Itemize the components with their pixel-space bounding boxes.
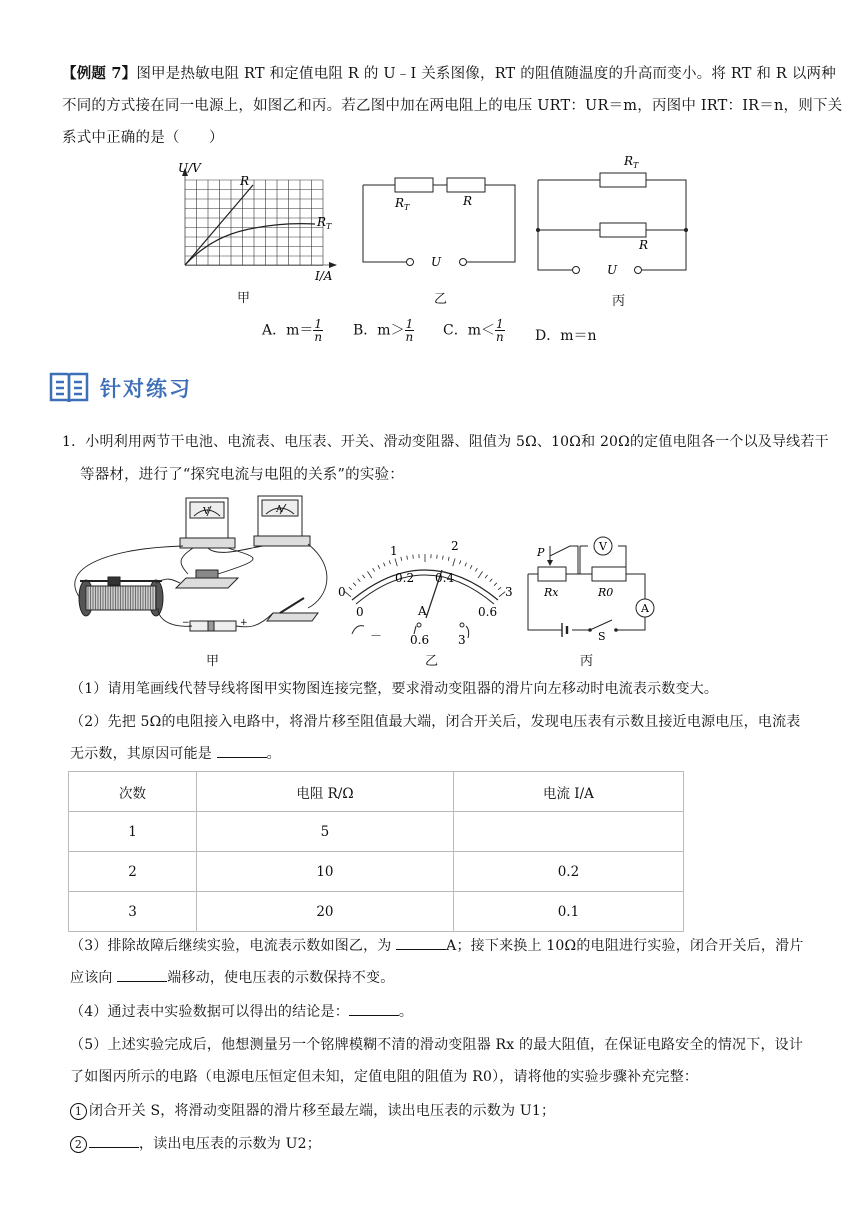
ammeter-label: A [276,505,283,515]
dial-tick [349,587,352,590]
dial-top-1: 1 [390,544,398,558]
r-label-parallel: R [639,238,649,252]
rt-label: $R_T$ [395,196,410,212]
option-c[interactable]: C．m＜ $\frac{1}{n}$ [443,317,504,344]
dial-bottom-0: 0 [356,605,364,619]
step-2-number: 2 [70,1136,87,1153]
table-row [69,892,684,932]
axis-i-label: I/A [315,269,333,283]
figure-jia-caption: 甲 [237,291,251,306]
step-1-number: 1 [70,1103,87,1120]
dial-top-3: 3 [505,585,513,599]
dial-tick [358,579,361,582]
rx-circuit-figure [520,528,695,643]
switch-label: S [598,630,606,643]
table-cell: 20 [197,892,454,932]
q1-part2-b: 无示数，其原因可能是 。 [70,746,281,762]
dial-tick [367,571,371,578]
ammeter-dial-figure [330,530,520,650]
dial-tick [395,558,397,566]
svg-text:−: − [182,618,190,628]
dial-tick [448,557,449,561]
example-line-1 [62,62,836,83]
table-row [69,852,684,892]
rx-circuit-caption: 丙 [580,654,594,669]
terminal-negative: － [370,629,383,643]
dial-tick [383,563,385,567]
q1-line-1: 1．小明利用两节干电池、电流表、电压表、开关、滑动变阻器、阻值为 5Ω、10Ω和 20Ω的定值电阻各一个以及导线若干 [62,434,829,450]
option-d[interactable]: D．m＝n [535,328,597,344]
dial-tick [465,563,467,567]
table-header-row [69,772,684,812]
dial-tick [498,587,501,590]
q1-step-2: 2 ，读出电压表的示数为 U2； [70,1133,321,1153]
section-title: 针对练习 [100,377,192,401]
terminal-3: 3 [458,633,466,647]
dial-tick [470,565,472,569]
part3-current-blank[interactable] [396,937,446,950]
dial-tick [345,592,351,597]
q1-part5-b: 了如图丙所示的电路（电源电压恒定但未知，定值电阻的阻值为 R0），请将他的实验步骤补充完整： [70,1069,699,1085]
part3-direction-blank[interactable] [117,969,167,982]
table-row [69,812,684,852]
table-header: 电阻 R/Ω [197,772,454,812]
dial-bottom-2: 0.4 [435,571,455,585]
dial-bottom-1: 0.2 [395,571,415,585]
apparatus-figure [68,488,338,638]
rheostat [79,577,163,616]
dial-tick [490,579,493,582]
q1-step-1: 1 闭合开关 S，将滑动变阻器的滑片移至最左端，读出电压表的示数为 U1； [70,1100,555,1120]
r0-label: R0 [598,586,614,599]
terminal-06: 0.6 [410,633,430,647]
voltmeter-symbol: V [599,540,607,553]
dial-caption: 乙 [425,654,439,669]
q1-part2-a: （2）先把 5Ω的电阻接入电路中，将滑片移至阻值最大端，闭合开关后，发现电压表有示数且接近电源电压，电流表 [70,714,801,730]
example-line-2: 不同的方式接在同一电源上，如图乙和丙。若乙图中加在两电阻上的电压 URT：UR＝m，丙图中 IRT：IR＝n，则下关 [62,98,843,114]
u-label-parallel: U [607,263,618,275]
voltmeter-label: V [203,507,210,517]
q1-line-2: 等器材，进行了“探究电流与电阻的关系”的实验： [80,467,404,483]
q1-part1: （1）请用笔画线代替导线将图甲实物图连接完整，要求滑动变阻器的滑片向左移动时电流表示数变大。 [70,681,719,697]
rt-curve [185,224,315,265]
figure-bing-caption: 丙 [612,294,626,309]
r-label: R [463,194,473,208]
table-cell: 0.2 [453,852,683,892]
dial-tick [453,558,455,566]
rx-label: Rx [544,586,559,599]
dial-tick [401,557,402,561]
ui-graph-figure [165,150,345,290]
rt-curve-label: $R_T$ [317,215,332,231]
u-label: U [431,255,442,269]
table-cell: 10 [197,852,454,892]
dial-tick [494,583,497,586]
q1-part3-b: 应该向 端移动，使电压表的示数保持不变。 [70,970,395,986]
dial-tick [362,575,364,578]
dial-tick [373,568,375,571]
part2-answer-blank[interactable] [217,745,267,758]
dial-tick [407,556,408,560]
table-cell: 1 [69,812,197,852]
example-line-3: 系式中正确的是（ ） [62,130,224,146]
example-text-1: 图甲是热敏电阻 RT 和定值电阻 R 的 U﹣I 关系图像，RT 的阻值随温度的升高而变小。将 RT 和 R 以两种 [136,66,836,82]
table-cell [453,812,683,852]
figure-yi-caption: 乙 [434,292,448,307]
ammeter-symbol: A [641,602,649,615]
table-header: 电流 I/A [453,772,683,812]
data-table [68,771,684,932]
table-cell: 3 [69,892,197,932]
table-cell: 5 [197,812,454,852]
dial-tick [475,568,477,571]
table-cell: 0.1 [453,892,683,932]
book-icon [48,370,90,406]
dial-top-2: 2 [451,539,459,553]
step2-blank[interactable] [89,1135,139,1148]
dial-unit: A [418,604,427,618]
q1-part5-a: （5）上述实验完成后，他想测量另一个铭牌模糊不清的滑动变阻器 Rx 的最大阻值，在保证电路安全的情况下，设计 [70,1037,804,1053]
slider-label: P [537,546,545,559]
r-line-label: R [240,174,250,188]
dial-bottom-3: 0.6 [478,605,498,619]
option-b[interactable]: B．m＞ $\frac{1}{n}$ [353,317,414,344]
part4-conclusion-blank[interactable] [349,1003,399,1016]
r-line [185,185,253,265]
dial-tick [378,565,380,569]
option-a[interactable]: A．m＝ $\frac{1}{n}$ [262,317,323,344]
dial-tick [443,556,444,560]
dial-tick [389,560,390,564]
q1-part4: （4）通过表中实验数据可以得出的结论是： 。 [70,1004,414,1020]
apparatus-caption: 甲 [206,654,220,669]
dial-top-0: 0 [338,585,346,599]
rt-label-parallel: $R_T$ [624,154,639,170]
dial-tick [459,560,460,564]
table-cell: 2 [69,852,197,892]
dial-tick [485,575,487,578]
q1-part3-a: （3）排除故障后继续实验，电流表示数如图乙，为 A；接下来换上 10Ω的电阻进行实验，闭合开关后，滑片 [70,938,804,954]
dial-tick [353,583,356,586]
example-label: 【例题 7】 [62,65,137,82]
svg-text:+: + [240,618,248,628]
parallel-circuit-figure [532,150,692,275]
dial-tick [478,571,482,578]
axis-u-label: U/V [178,161,201,175]
table-header: 次数 [69,772,197,812]
series-circuit-figure [355,165,525,275]
